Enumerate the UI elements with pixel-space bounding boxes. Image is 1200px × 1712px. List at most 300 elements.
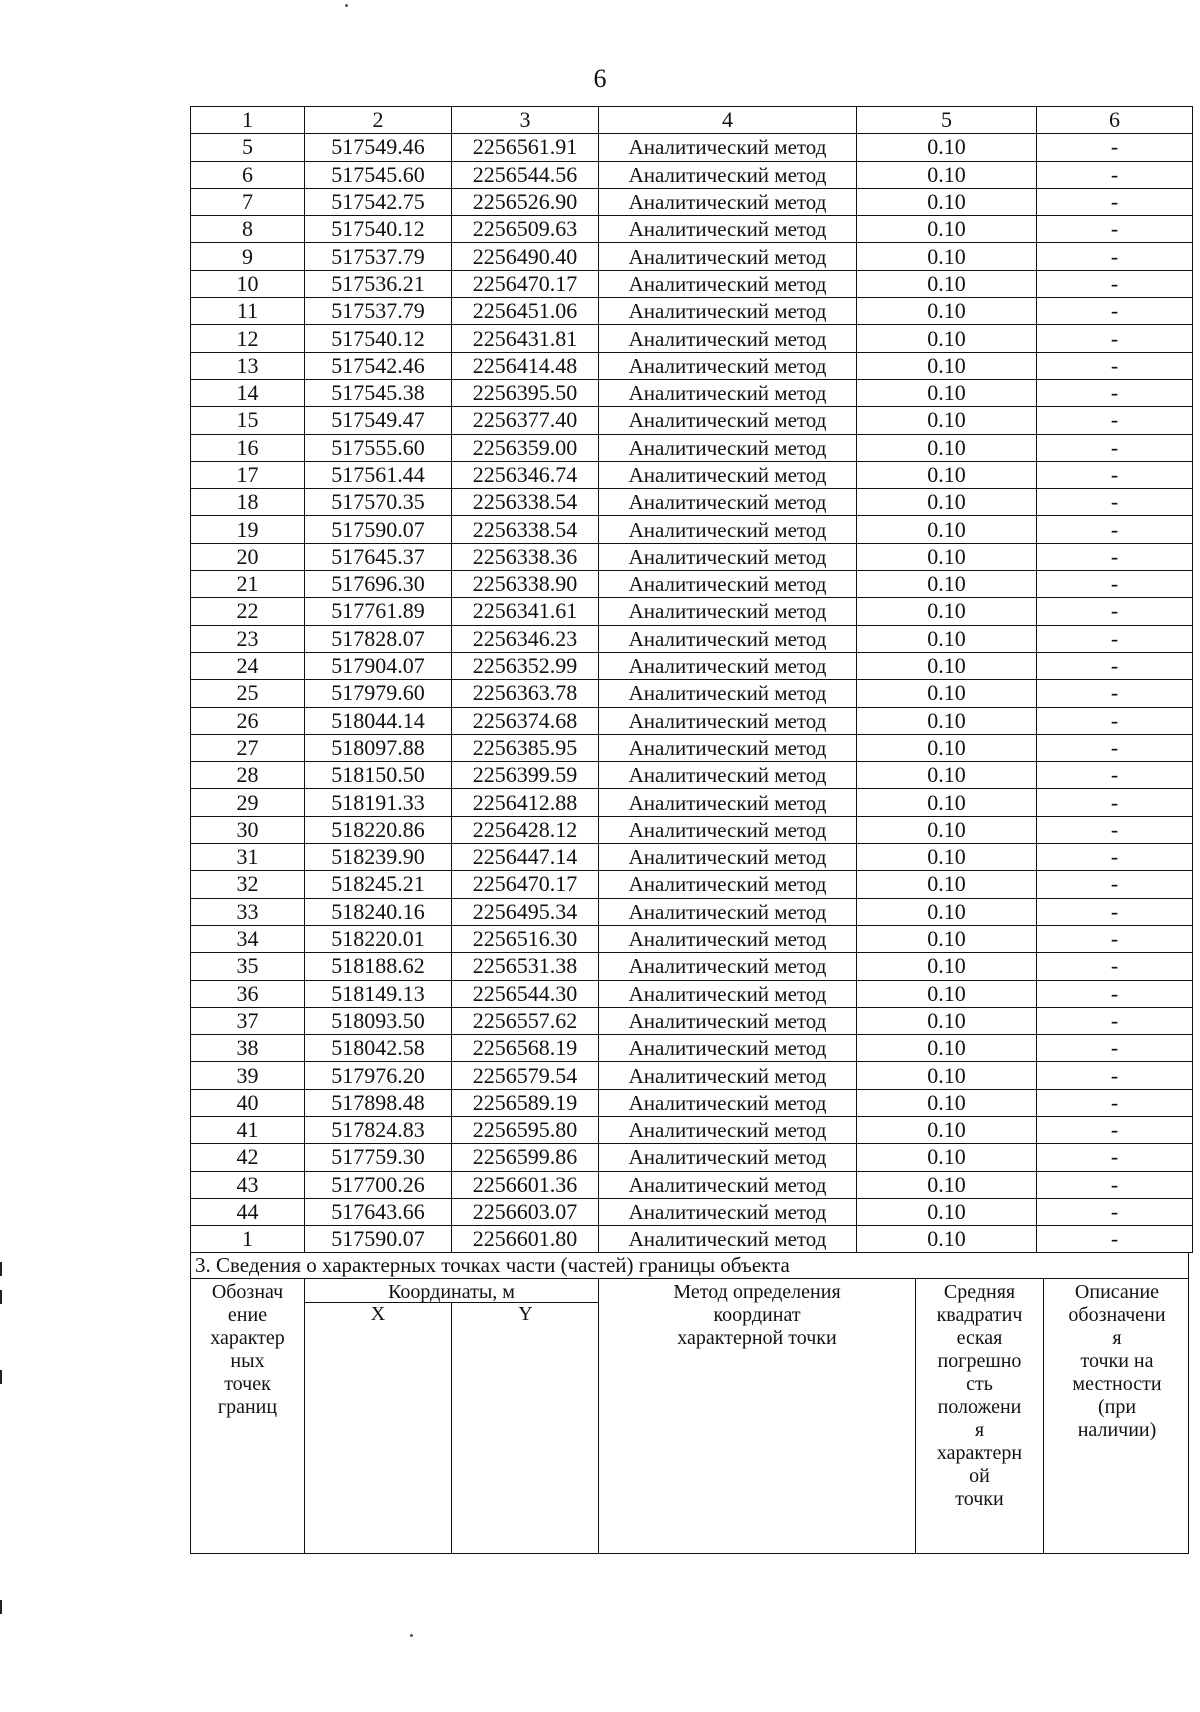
y-coordinate-cell: 2256363.78 [452, 680, 599, 707]
rms-error-cell: 0.10 [857, 352, 1037, 379]
description-cell: - [1037, 898, 1193, 925]
x-coordinate-cell: 518240.16 [305, 898, 452, 925]
point-number-cell: 8 [191, 216, 305, 243]
description-cell: - [1037, 598, 1193, 625]
method-header [599, 1279, 916, 1553]
y-coordinate-cell: 2256526.90 [452, 188, 599, 215]
description-cell: - [1037, 1198, 1193, 1225]
description-cell: - [1037, 571, 1193, 598]
table-row [191, 707, 1193, 734]
description-cell: - [1037, 1226, 1193, 1253]
point-number-cell: 13 [191, 352, 305, 379]
description-cell: - [1037, 461, 1193, 488]
rms-error-header-text: Средняя квадратич еская погрешно сть положени я характерн ой точки [936, 1281, 1023, 1511]
rms-error-cell: 0.10 [857, 925, 1037, 952]
method-cell: Аналитический метод [599, 407, 857, 434]
method-cell: Аналитический метод [599, 925, 857, 952]
y-coordinate-cell: 2256470.17 [452, 871, 599, 898]
rms-error-cell: 0.10 [857, 953, 1037, 980]
description-cell: - [1037, 707, 1193, 734]
method-cell: Аналитический метод [599, 625, 857, 652]
rms-error-cell: 0.10 [857, 789, 1037, 816]
description-cell: - [1037, 625, 1193, 652]
table-row [191, 980, 1193, 1007]
x-coordinate-cell: 518042.58 [305, 1035, 452, 1062]
point-number-cell: 21 [191, 571, 305, 598]
point-number-cell: 1 [191, 1226, 305, 1253]
rms-error-cell: 0.10 [857, 680, 1037, 707]
rms-error-cell: 0.10 [857, 270, 1037, 297]
table-row [191, 407, 1193, 434]
method-cell: Аналитический метод [599, 461, 857, 488]
description-cell: - [1037, 543, 1193, 570]
x-coordinate-cell: 518097.88 [305, 734, 452, 761]
y-coordinate-cell: 2256374.68 [452, 707, 599, 734]
description-cell: - [1037, 298, 1193, 325]
x-coordinate-cell: 518150.50 [305, 762, 452, 789]
description-cell: - [1037, 762, 1193, 789]
x-coordinate-cell: 518149.13 [305, 980, 452, 1007]
rms-error-cell: 0.10 [857, 652, 1037, 679]
rms-error-cell: 0.10 [857, 188, 1037, 215]
table-row [191, 762, 1193, 789]
point-number-cell: 15 [191, 407, 305, 434]
x-coordinate-cell: 518188.62 [305, 953, 452, 980]
description-cell: - [1037, 1035, 1193, 1062]
table-row [191, 489, 1193, 516]
rms-error-cell: 0.10 [857, 898, 1037, 925]
description-cell: - [1037, 325, 1193, 352]
y-coordinate-cell: 2256338.36 [452, 543, 599, 570]
point-number-cell: 36 [191, 980, 305, 1007]
x-coordinate-cell: 517761.89 [305, 598, 452, 625]
rms-error-cell: 0.10 [857, 407, 1037, 434]
method-cell: Аналитический метод [599, 680, 857, 707]
method-cell: Аналитический метод [599, 1089, 857, 1116]
method-cell: Аналитический метод [599, 270, 857, 297]
y-coordinate-cell: 2256589.19 [452, 1089, 599, 1116]
x-coordinate-cell: 517590.07 [305, 1226, 452, 1253]
description-cell: - [1037, 1007, 1193, 1034]
y-coordinate-cell: 2256601.80 [452, 1226, 599, 1253]
x-coordinate-cell: 517643.66 [305, 1198, 452, 1225]
description-header [1044, 1279, 1190, 1553]
y-coordinate-cell: 2256603.07 [452, 1198, 599, 1225]
point-number-cell: 44 [191, 1198, 305, 1225]
point-number-cell: 38 [191, 1035, 305, 1062]
table-row [191, 1007, 1193, 1034]
y-coordinate-cell: 2256338.54 [452, 516, 599, 543]
rms-error-cell: 0.10 [857, 325, 1037, 352]
description-cell: - [1037, 652, 1193, 679]
method-cell: Аналитический метод [599, 707, 857, 734]
method-cell: Аналитический метод [599, 298, 857, 325]
x-coordinate-cell: 517545.38 [305, 379, 452, 406]
point-number-cell: 31 [191, 844, 305, 871]
x-coordinate-cell: 517549.46 [305, 134, 452, 161]
method-cell: Аналитический метод [599, 953, 857, 980]
description-cell: - [1037, 134, 1193, 161]
table-row [191, 352, 1193, 379]
y-coordinate-cell: 2256395.50 [452, 379, 599, 406]
table-row [191, 461, 1193, 488]
scan-margin-mark [0, 1600, 2, 1614]
method-cell: Аналитический метод [599, 1007, 857, 1034]
scan-margin-mark [0, 1370, 2, 1384]
rms-error-cell: 0.10 [857, 734, 1037, 761]
description-cell: - [1037, 161, 1193, 188]
x-coordinate-cell: 518220.01 [305, 925, 452, 952]
description-cell: - [1037, 1089, 1193, 1116]
y-coordinate-cell: 2256346.74 [452, 461, 599, 488]
point-number-cell: 33 [191, 898, 305, 925]
method-cell: Аналитический метод [599, 1198, 857, 1225]
description-cell: - [1037, 789, 1193, 816]
y-coordinate-cell: 2256516.30 [452, 925, 599, 952]
description-cell: - [1037, 516, 1193, 543]
scan-speck [345, 4, 348, 7]
point-number-cell: 32 [191, 871, 305, 898]
rms-error-cell: 0.10 [857, 871, 1037, 898]
method-cell: Аналитический метод [599, 1171, 857, 1198]
coordinates-table [190, 106, 1193, 1253]
rms-error-cell: 0.10 [857, 543, 1037, 570]
x-coordinate-cell: 517540.12 [305, 216, 452, 243]
rms-error-cell: 0.10 [857, 298, 1037, 325]
scan-margin-mark [0, 1290, 2, 1304]
point-number-cell: 34 [191, 925, 305, 952]
rms-error-cell: 0.10 [857, 762, 1037, 789]
x-coordinate-cell: 517545.60 [305, 161, 452, 188]
column-header: 5 [857, 107, 1037, 134]
x-coordinate-cell: 517570.35 [305, 489, 452, 516]
column-header: 2 [305, 107, 452, 134]
table-row [191, 1144, 1193, 1171]
point-number-cell: 7 [191, 188, 305, 215]
y-coordinate-cell: 2256470.17 [452, 270, 599, 297]
rms-error-cell: 0.10 [857, 1035, 1037, 1062]
rms-error-cell: 0.10 [857, 571, 1037, 598]
table-row [191, 379, 1193, 406]
y-coordinate-cell: 2256428.12 [452, 816, 599, 843]
rms-error-cell: 0.10 [857, 516, 1037, 543]
description-header-text: Описание обозначени я точки на местности (при наличии) [1068, 1281, 1166, 1442]
description-cell: - [1037, 1144, 1193, 1171]
y-coordinate-cell: 2256377.40 [452, 407, 599, 434]
y-coordinate-cell: 2256346.23 [452, 625, 599, 652]
column-header: 1 [191, 107, 305, 134]
x-coordinate-cell: 517542.46 [305, 352, 452, 379]
x-coordinate-cell: 518044.14 [305, 707, 452, 734]
rms-error-cell: 0.10 [857, 161, 1037, 188]
column-header: 3 [452, 107, 599, 134]
table-row [191, 1089, 1193, 1116]
table-row [191, 652, 1193, 679]
description-cell: - [1037, 1062, 1193, 1089]
rms-error-cell: 0.10 [857, 1007, 1037, 1034]
point-number-cell: 41 [191, 1116, 305, 1143]
table-row [191, 243, 1193, 270]
designation-header [191, 1279, 305, 1553]
rms-error-cell: 0.10 [857, 1062, 1037, 1089]
x-coordinate-cell: 517979.60 [305, 680, 452, 707]
document-sheet [190, 106, 1192, 1554]
table-row [191, 898, 1193, 925]
rms-error-cell: 0.10 [857, 1171, 1037, 1198]
x-coordinate-cell: 517555.60 [305, 434, 452, 461]
x-coordinate-cell: 517540.12 [305, 325, 452, 352]
table-row [191, 925, 1193, 952]
point-number-cell: 22 [191, 598, 305, 625]
section-3-header-grid [191, 1279, 1188, 1553]
y-coordinate-cell: 2256412.88 [452, 789, 599, 816]
method-cell: Аналитический метод [599, 1116, 857, 1143]
y-coordinate-cell: 2256414.48 [452, 352, 599, 379]
y-coordinate-cell: 2256447.14 [452, 844, 599, 871]
point-number-cell: 26 [191, 707, 305, 734]
point-number-cell: 12 [191, 325, 305, 352]
y-coordinate-cell: 2256399.59 [452, 762, 599, 789]
y-coordinate-cell: 2256341.61 [452, 598, 599, 625]
point-number-cell: 24 [191, 652, 305, 679]
table-row [191, 1062, 1193, 1089]
point-number-cell: 39 [191, 1062, 305, 1089]
rms-error-cell: 0.10 [857, 379, 1037, 406]
x-coordinate-cell: 517700.26 [305, 1171, 452, 1198]
y-coordinate-cell: 2256359.00 [452, 434, 599, 461]
table-row [191, 871, 1193, 898]
description-cell: - [1037, 379, 1193, 406]
y-coordinate-cell: 2256338.90 [452, 571, 599, 598]
method-cell: Аналитический метод [599, 1144, 857, 1171]
table-row [191, 844, 1193, 871]
rms-error-cell: 0.10 [857, 1089, 1037, 1116]
scan-margin-mark [0, 1262, 2, 1276]
rms-error-cell: 0.10 [857, 1116, 1037, 1143]
y-coordinate-cell: 2256557.62 [452, 1007, 599, 1034]
x-coordinate-cell: 517645.37 [305, 543, 452, 570]
x-coordinate-cell: 517696.30 [305, 571, 452, 598]
point-number-cell: 11 [191, 298, 305, 325]
method-cell: Аналитический метод [599, 598, 857, 625]
table-row [191, 816, 1193, 843]
table-row [191, 789, 1193, 816]
description-cell: - [1037, 489, 1193, 516]
column-header: 6 [1037, 107, 1193, 134]
y-coordinate-cell: 2256601.36 [452, 1171, 599, 1198]
method-cell: Аналитический метод [599, 379, 857, 406]
coordinates-header-text: Координаты, м [305, 1279, 598, 1303]
rms-error-cell: 0.10 [857, 134, 1037, 161]
x-coordinate-cell: 517976.20 [305, 1062, 452, 1089]
table-row [191, 734, 1193, 761]
table-row [191, 1198, 1193, 1225]
rms-error-cell: 0.10 [857, 216, 1037, 243]
x-coordinate-cell: 517561.44 [305, 461, 452, 488]
method-cell: Аналитический метод [599, 134, 857, 161]
table-row [191, 188, 1193, 215]
method-cell: Аналитический метод [599, 571, 857, 598]
point-number-cell: 20 [191, 543, 305, 570]
point-number-cell: 6 [191, 161, 305, 188]
method-cell: Аналитический метод [599, 325, 857, 352]
y-coordinate-cell: 2256579.54 [452, 1062, 599, 1089]
point-number-cell: 25 [191, 680, 305, 707]
point-number-cell: 43 [191, 1171, 305, 1198]
point-number-cell: 17 [191, 461, 305, 488]
method-cell: Аналитический метод [599, 516, 857, 543]
rms-error-cell: 0.10 [857, 1144, 1037, 1171]
point-number-cell: 16 [191, 434, 305, 461]
description-cell: - [1037, 816, 1193, 843]
table-row [191, 598, 1193, 625]
table-row [191, 625, 1193, 652]
coordinates-header [305, 1279, 599, 1553]
table-row [191, 1171, 1193, 1198]
rms-error-cell: 0.10 [857, 816, 1037, 843]
table-row [191, 1226, 1193, 1253]
rms-error-cell: 0.10 [857, 434, 1037, 461]
method-cell: Аналитический метод [599, 898, 857, 925]
description-cell: - [1037, 1171, 1193, 1198]
point-number-cell: 30 [191, 816, 305, 843]
section-3 [190, 1253, 1189, 1554]
point-number-cell: 28 [191, 762, 305, 789]
y-header: Y [518, 1303, 533, 1326]
y-coordinate-cell: 2256599.86 [452, 1144, 599, 1171]
point-number-cell: 23 [191, 625, 305, 652]
x-coordinate-cell: 517542.75 [305, 188, 452, 215]
description-cell: - [1037, 243, 1193, 270]
y-coordinate-cell: 2256451.06 [452, 298, 599, 325]
y-coordinate-cell: 2256595.80 [452, 1116, 599, 1143]
y-coordinate-cell: 2256385.95 [452, 734, 599, 761]
point-number-cell: 5 [191, 134, 305, 161]
x-coordinate-cell: 518191.33 [305, 789, 452, 816]
description-cell: - [1037, 1116, 1193, 1143]
method-cell: Аналитический метод [599, 734, 857, 761]
table-row [191, 298, 1193, 325]
rms-error-cell: 0.10 [857, 625, 1037, 652]
table-body [191, 134, 1193, 1253]
table-header-row [191, 107, 1193, 134]
x-coordinate-cell: 517590.07 [305, 516, 452, 543]
x-coordinate-cell: 517549.47 [305, 407, 452, 434]
table-row [191, 325, 1193, 352]
table-row [191, 516, 1193, 543]
method-cell: Аналитический метод [599, 489, 857, 516]
point-number-cell: 10 [191, 270, 305, 297]
table-row [191, 953, 1193, 980]
x-coordinate-cell: 518220.86 [305, 816, 452, 843]
point-number-cell: 42 [191, 1144, 305, 1171]
description-cell: - [1037, 925, 1193, 952]
point-number-cell: 14 [191, 379, 305, 406]
y-coordinate-cell: 2256431.81 [452, 325, 599, 352]
rms-error-cell: 0.10 [857, 489, 1037, 516]
rms-error-cell: 0.10 [857, 598, 1037, 625]
scan-speck [410, 1634, 413, 1637]
y-coordinate-cell: 2256338.54 [452, 489, 599, 516]
method-cell: Аналитический метод [599, 352, 857, 379]
description-cell: - [1037, 188, 1193, 215]
method-cell: Аналитический метод [599, 434, 857, 461]
description-cell: - [1037, 407, 1193, 434]
rms-error-cell: 0.10 [857, 1198, 1037, 1225]
rms-error-header [916, 1279, 1044, 1553]
method-cell: Аналитический метод [599, 243, 857, 270]
x-header: X [305, 1303, 452, 1553]
point-number-cell: 27 [191, 734, 305, 761]
method-cell: Аналитический метод [599, 1226, 857, 1253]
column-header: 4 [599, 107, 857, 134]
description-cell: - [1037, 844, 1193, 871]
rms-error-cell: 0.10 [857, 1226, 1037, 1253]
method-cell: Аналитический метод [599, 762, 857, 789]
method-cell: Аналитический метод [599, 871, 857, 898]
point-number-cell: 35 [191, 953, 305, 980]
method-cell: Аналитический метод [599, 980, 857, 1007]
x-coordinate-cell: 517537.79 [305, 298, 452, 325]
description-cell: - [1037, 734, 1193, 761]
point-number-cell: 37 [191, 1007, 305, 1034]
rms-error-cell: 0.10 [857, 707, 1037, 734]
y-coordinate-cell: 2256352.99 [452, 652, 599, 679]
rms-error-cell: 0.10 [857, 980, 1037, 1007]
description-cell: - [1037, 980, 1193, 1007]
description-cell: - [1037, 216, 1193, 243]
method-cell: Аналитический метод [599, 816, 857, 843]
table-row [191, 216, 1193, 243]
designation-header-text: Обознач ение характер ных точек границ [210, 1281, 285, 1419]
point-number-cell: 29 [191, 789, 305, 816]
y-coordinate-cell: 2256509.63 [452, 216, 599, 243]
point-number-cell: 40 [191, 1089, 305, 1116]
rms-error-cell: 0.10 [857, 243, 1037, 270]
method-cell: Аналитический метод [599, 1035, 857, 1062]
method-cell: Аналитический метод [599, 216, 857, 243]
x-coordinate-cell: 517759.30 [305, 1144, 452, 1171]
description-cell: - [1037, 953, 1193, 980]
x-coordinate-cell: 517536.21 [305, 270, 452, 297]
description-cell: - [1037, 270, 1193, 297]
y-coordinate-cell: 2256490.40 [452, 243, 599, 270]
method-cell: Аналитический метод [599, 1062, 857, 1089]
x-coordinate-cell: 518239.90 [305, 844, 452, 871]
rms-error-cell: 0.10 [857, 461, 1037, 488]
table-row [191, 270, 1193, 297]
y-coordinate-cell: 2256568.19 [452, 1035, 599, 1062]
method-cell: Аналитический метод [599, 161, 857, 188]
y-coordinate-cell: 2256544.30 [452, 980, 599, 1007]
x-coordinate-cell: 517828.07 [305, 625, 452, 652]
method-cell: Аналитический метод [599, 844, 857, 871]
section-title: 3. Сведения о характерных точках части (частей) границы объекта [191, 1253, 1188, 1279]
x-coordinate-cell: 517898.48 [305, 1089, 452, 1116]
y-coordinate-cell: 2256531.38 [452, 953, 599, 980]
x-coordinate-cell: 517824.83 [305, 1116, 452, 1143]
rms-error-cell: 0.10 [857, 844, 1037, 871]
x-coordinate-cell: 517904.07 [305, 652, 452, 679]
method-cell: Аналитический метод [599, 652, 857, 679]
table-row [191, 134, 1193, 161]
x-coordinate-cell: 518093.50 [305, 1007, 452, 1034]
page-number: 6 [593, 64, 607, 93]
method-cell: Аналитический метод [599, 789, 857, 816]
y-coordinate-cell: 2256495.34 [452, 898, 599, 925]
description-cell: - [1037, 352, 1193, 379]
point-number-cell: 9 [191, 243, 305, 270]
